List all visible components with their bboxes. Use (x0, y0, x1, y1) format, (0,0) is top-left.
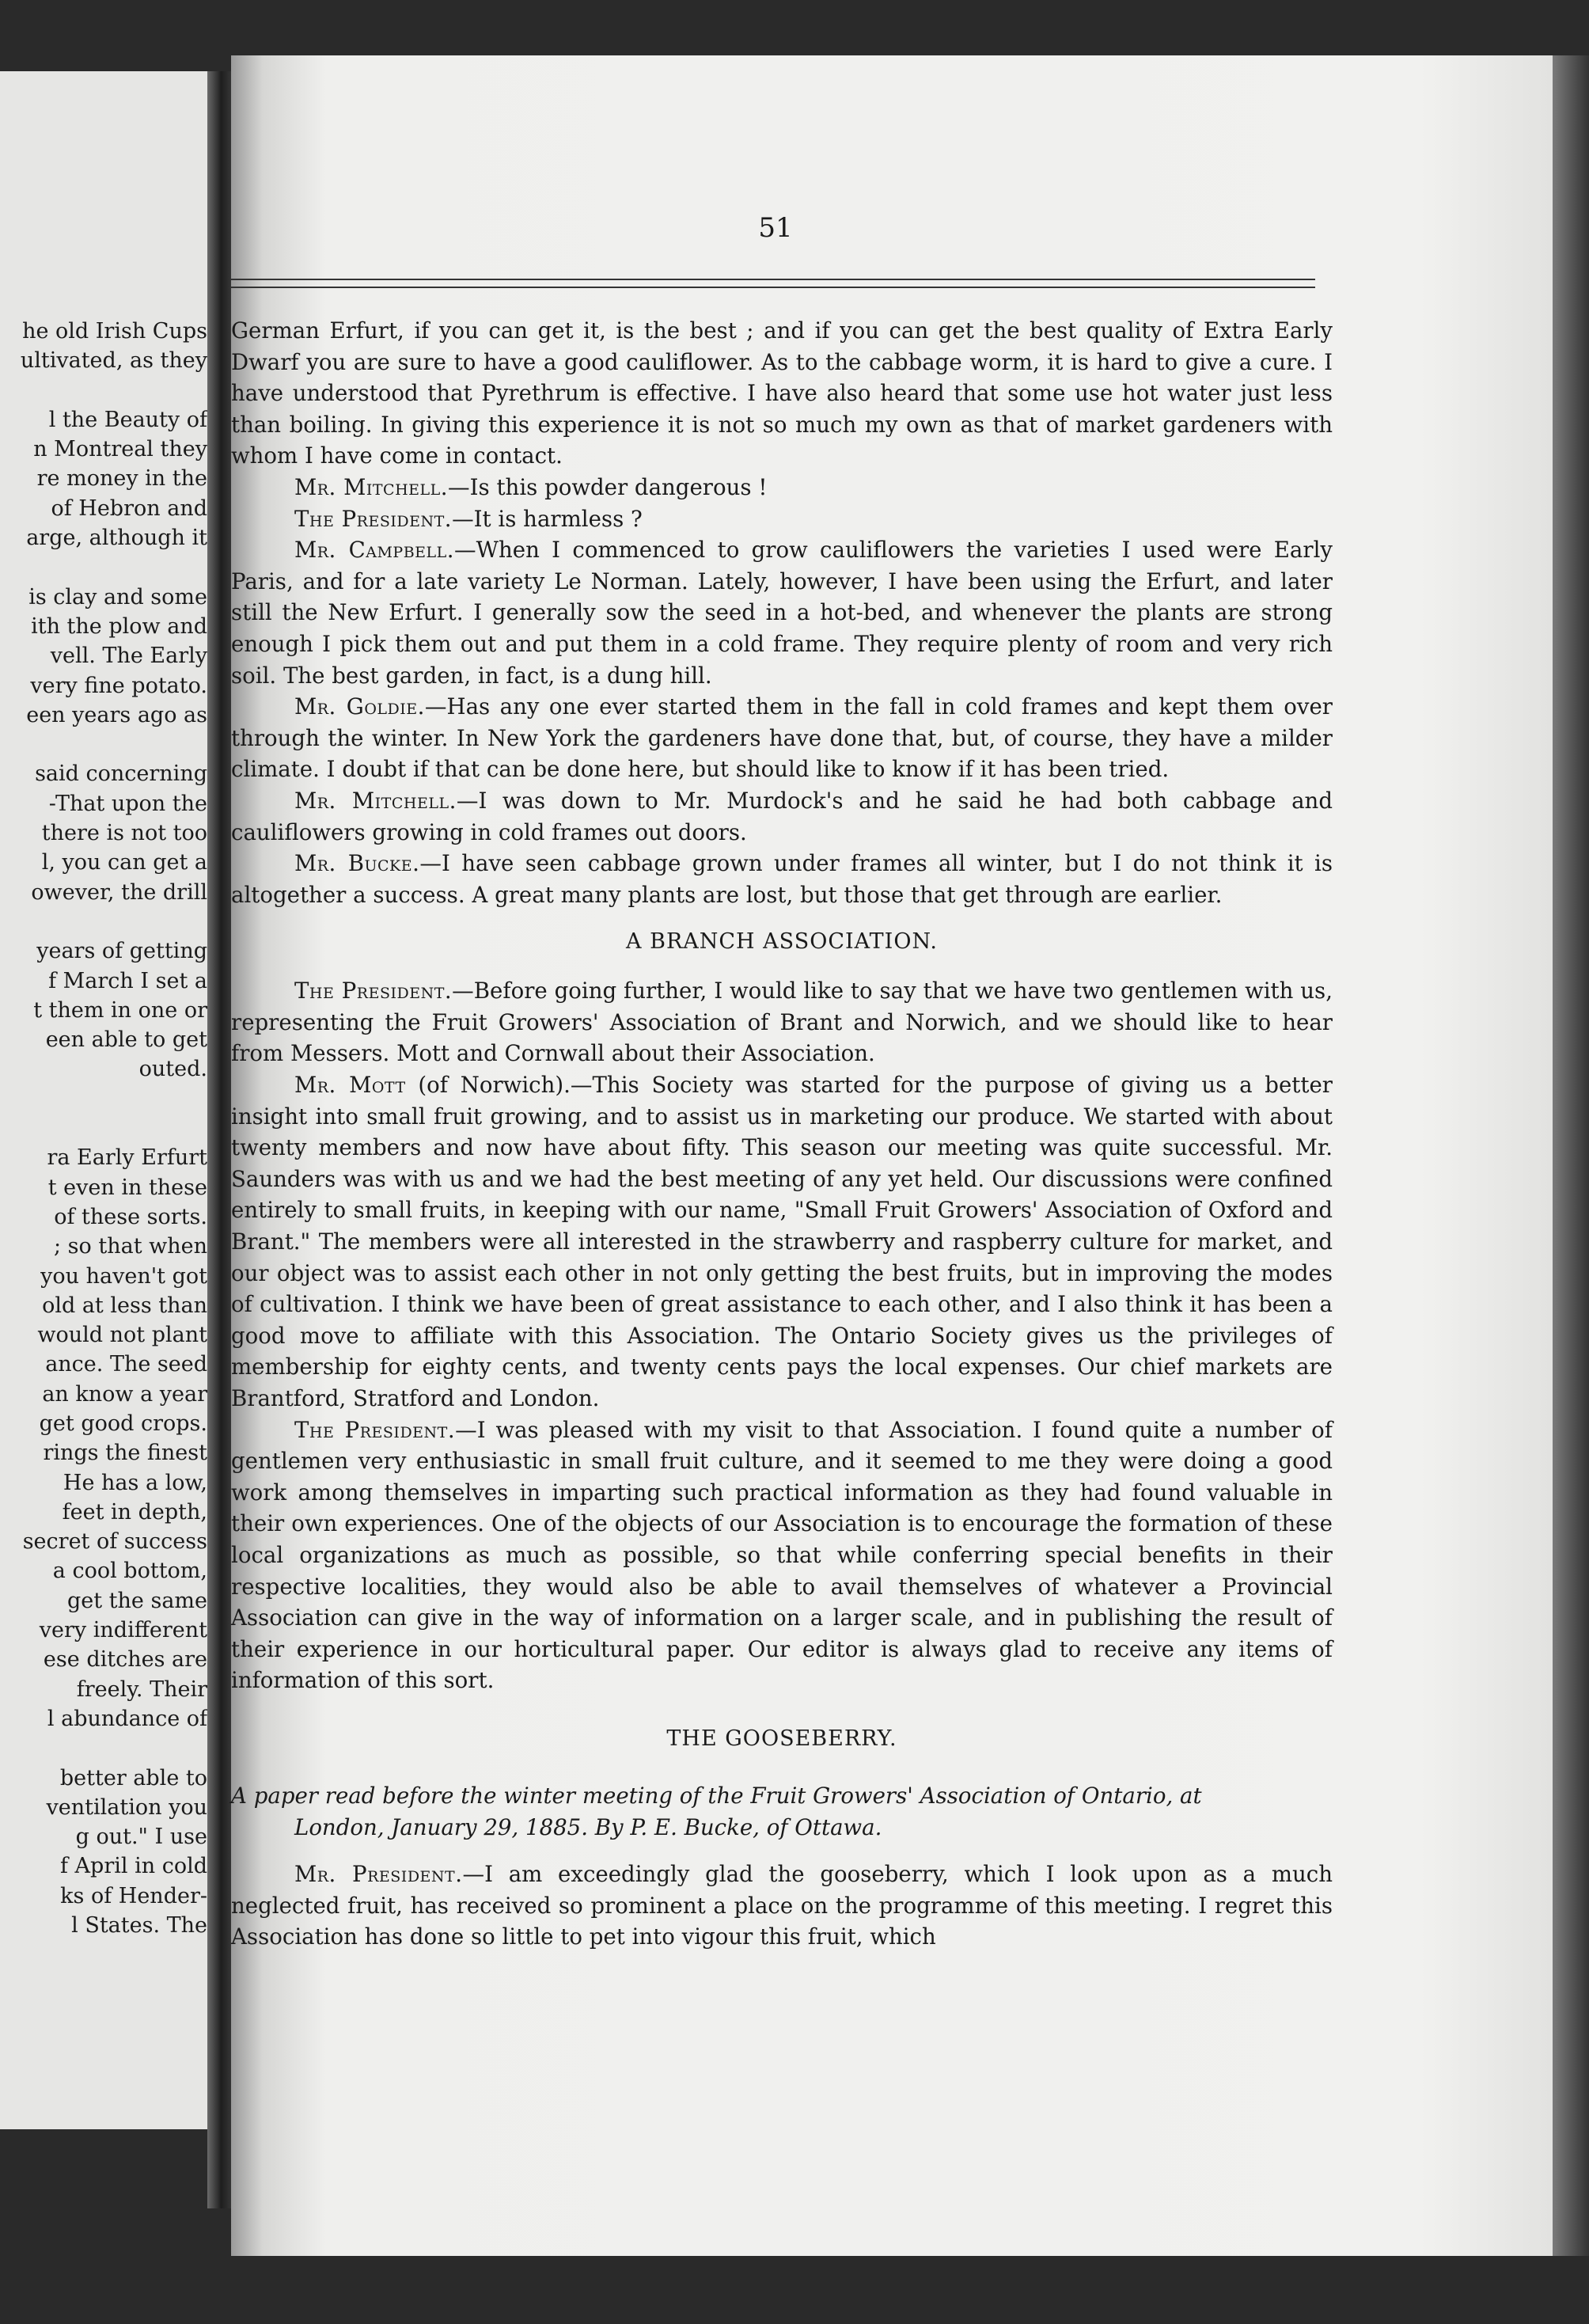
left-page-line: very indifferent (39, 1618, 207, 1643)
section-heading-branch-association: A BRANCH ASSOCIATION. (626, 929, 938, 955)
left-page-line: He has a low, (63, 1470, 207, 1495)
paragraph (231, 315, 1333, 472)
left-page-line (0, 1084, 207, 1114)
left-page-line: l States. The (71, 1913, 207, 1939)
paragraph (231, 691, 1333, 785)
paper-intro-line-2: London, January 29, 1885. By P. E. Bucke, of Ottawa. (294, 1813, 882, 1840)
left-page-line: better able to (59, 1765, 207, 1790)
left-page-line: t even in these (47, 1175, 207, 1200)
left-page-line: said concerning (35, 761, 207, 787)
left-page-line (0, 730, 207, 759)
left-page-line: owever, the drill (31, 879, 207, 905)
left-page-line: old at less than (42, 1293, 207, 1318)
paragraph-text: —Before going further, I would like to say that we have two gentlemen with us, representing the Fruit Growers' Association of Brant and Norwich, and we should like to hear from Messers. Mott and Cornwall about their Association. (231, 978, 1333, 1067)
paragraph-text: —Is this powder dangerous ! (448, 473, 768, 500)
speaker-name: Mr. Mitchell. (294, 787, 457, 814)
left-page-line: t them in one or (33, 997, 207, 1023)
left-page-line: ra Early Erfurt (47, 1145, 207, 1171)
section-heading-gooseberry: THE GOOSEBERRY. (666, 1726, 897, 1751)
left-page-line: l, you can get a (41, 850, 207, 875)
left-page-lines (0, 317, 207, 1940)
paragraph (231, 1415, 1333, 1696)
paragraph (231, 1069, 1333, 1415)
left-page-line: ks of Hender- (60, 1883, 207, 1908)
left-page-line: outed. (138, 1057, 207, 1082)
left-page-line: een years ago as (26, 702, 207, 727)
paper-intro-line-1: A paper read before the winter meeting of the Fruit Growers' Association of Ontario, at (231, 1782, 1202, 1809)
paragraph (231, 472, 1333, 503)
left-page-line: f April in cold (59, 1854, 207, 1879)
paragraph-text: —I was pleased with my visit to that Association. I found quite a number of gentlemen very enthusiastic in small fruit culture, and it seemed to me they were doing a good work among themselves in imparting such practical information as they had found valuable in their own experiences. One of the objects of our Association is to encourage the formation of these local organizations as much as possible, so that while conferring special benefits in their respective localities, they would also be able to avail themselves of whatever a Provincial Association can give in the way of information on a larger scale, and in publishing the result of their experience in our horticultural paper. Our editor is always glad to receive any items of information of this sort. (231, 1416, 1333, 1694)
page-edge (1553, 55, 1589, 2256)
speaker-name: Mr. Bucke. (294, 850, 420, 877)
left-page-line: is clay and some (28, 584, 207, 609)
left-page-line (0, 376, 207, 405)
left-page-line: arge, although it (26, 526, 207, 551)
left-page-line: a cool bottom, (52, 1559, 207, 1584)
left-page-line: -That upon the (48, 791, 207, 816)
left-page-line: of Hebron and (51, 496, 207, 521)
left-page-line: rings the finest (43, 1441, 207, 1466)
paragraph-text: —I am exceedingly glad the gooseberry, which I look upon as a much neglected fruit, has received so prominent a place on the programme of this meeting. I regret this Association has done so little to pet into vigour this fruit, which (231, 1861, 1333, 1950)
left-page-line: vell. The Early (50, 644, 207, 669)
left-page-fragment (0, 71, 207, 2129)
left-page-line: ventilation you (46, 1794, 207, 1820)
left-page-line (0, 553, 207, 582)
left-page-line: l the Beauty of (48, 407, 207, 432)
left-page-line: ith the plow and (31, 613, 207, 639)
left-page-line: years of getting (36, 939, 207, 964)
left-page-line: you haven't got (40, 1263, 207, 1289)
speaker-name: The President. (294, 1416, 456, 1443)
branch-association-section (231, 975, 1333, 1696)
left-page-line (0, 1114, 207, 1143)
left-page-line: g out." I use (75, 1825, 207, 1850)
left-page-line: secret of success (22, 1529, 207, 1555)
left-page-line: an know a year (42, 1381, 207, 1407)
paragraph-text: —I was down to Mr. Murdock's and he said he had both cabbage and cauliflowers growing in cold frames out doors. (231, 787, 1333, 845)
paragraph-text: —When I commenced to grow cauliflowers the varieties I used were Early Paris, and for a late variety Le Norman. Lately, however, I have been using the Erfurt, and later still the New Erfurt. I generally sow the seed in a hot-bed, and whenever the plants are strong enough I pick them out and put them in a cold frame. They require plenty of room and very rich soil. The best garden, in fact, is a dung hill. (231, 537, 1333, 689)
speaker-name: Mr. President. (294, 1861, 463, 1888)
left-page-line: there is not too (41, 821, 207, 846)
left-page-line: ultivated, as they (20, 348, 207, 374)
left-page-line: f March I set a (48, 968, 207, 993)
speaker-name: Mr. Mott (294, 1072, 406, 1099)
speaker-name: Mr. Mitchell. (294, 473, 449, 500)
header-rule-bottom (231, 287, 1315, 288)
speaker-name: Mr. Goldie. (294, 693, 425, 720)
left-page-line: get good crops. (39, 1411, 207, 1436)
left-page-line: get the same (66, 1588, 207, 1613)
speaker-name: Mr. Campbell. (294, 537, 455, 564)
paragraph (231, 503, 1333, 535)
left-page-line: re money in the (36, 466, 207, 492)
left-page-line: l abundance of (47, 1706, 207, 1731)
left-page-line: ance. The seed (45, 1352, 207, 1377)
left-page-line: of these sorts. (54, 1204, 207, 1229)
paragraph-text: German Erfurt, if you can get it, is the best ; and if you can get the best quality of Extra Early Dwarf you are sure to have a good cauliflower. As to the cabbage worm, it is hard to give a cure. I have understood that Pyrethrum is effective. I have also heard that some use hot water just less than boiling. In giving this experience it is not so much my own as that of market gardeners with whom I have come in contact. (231, 317, 1333, 469)
speaker-name: The President. (294, 978, 453, 1004)
left-page-line: he old Irish Cups (22, 319, 207, 344)
paragraph-text: —It is harmless ? (452, 505, 643, 532)
paragraph-text: —I have seen cabbage grown under frames all winter, but I do not think it is altogether a success. A great many plants are lost, but those that get through are earlier. (231, 850, 1333, 908)
speaker-name: The President. (294, 505, 453, 532)
gooseberry-paragraph (231, 1859, 1333, 1953)
discussion-section (231, 315, 1333, 910)
left-page-line (0, 907, 207, 936)
left-page-line: een able to get (45, 1027, 207, 1053)
header-rule-top (231, 279, 1315, 280)
left-page-line: feet in depth, (62, 1499, 207, 1525)
left-page-line: ; so that when (53, 1234, 207, 1259)
left-page-line: very fine potato. (30, 673, 207, 698)
paragraph (231, 785, 1333, 848)
left-page-line (0, 1734, 207, 1763)
left-page-line: ese ditches are (43, 1647, 207, 1673)
paragraph (231, 848, 1333, 910)
paragraph (231, 975, 1333, 1069)
paragraph-text: —Has any one ever started them in the fall in cold frames and kept them over through the winter. In New York the gardeners have done that, but, of course, they have a milder climate. I doubt if that can be done here, but should like to know if it has been tried. (231, 693, 1333, 783)
left-page-line: freely. Their (76, 1677, 207, 1702)
paragraph-text: (of Norwich).—This Society was started for the purpose of giving us a better insight into small fruit growing, and to assist us in marketing our produce. We started with about twenty members and now have about fifty. This season our meeting was quite successful. Mr. Saunders was with us and we had the best meeting of any yet held. Our discussions were confined entirely to small fruits, in keeping with our name, "Small Fruit Growers' Association of Oxford and Brant." The members were all interested in the strawberry and raspberry culture for market, and our object was to assist each other in not only getting the best fruits, but in improving the modes of cultivation. I think we have been of great assistance to each other, and I also think it has been a good move to affiliate with this Association. The Ontario Society gives us the privileges of membership for eighty cents, and twenty cents pays the local expenses. Our chief markets are Brantford, Stratford and London. (231, 1072, 1333, 1411)
page-body (231, 315, 1333, 1953)
left-page-line: n Montreal they (33, 437, 207, 462)
page-number: 51 (758, 212, 793, 244)
paragraph (231, 534, 1333, 691)
left-page-line: would not plant (37, 1323, 207, 1348)
